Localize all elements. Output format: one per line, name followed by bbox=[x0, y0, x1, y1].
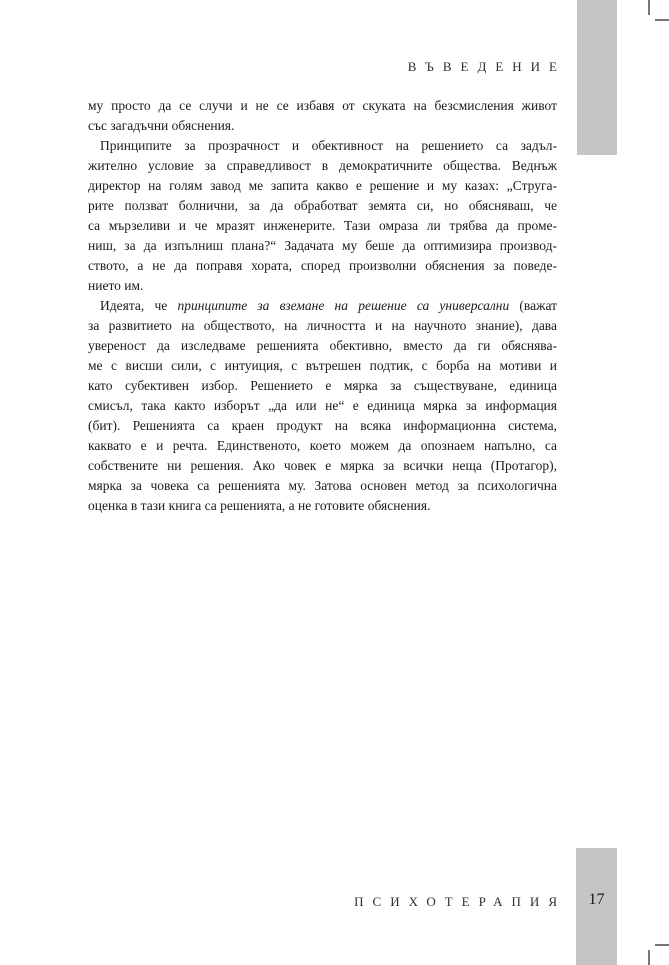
text-line: със загадъчни обяснения. bbox=[88, 118, 235, 133]
text-line: нието им. bbox=[88, 278, 144, 293]
text-line: като субективен избор. Решението е мярка за съществуване, единица bbox=[88, 378, 557, 393]
text-line: (бит). Решенията са краен продукт на всяка информационна система, bbox=[88, 418, 557, 433]
crop-mark-bottom-right-vertical bbox=[648, 950, 650, 965]
crop-mark-bottom-right-horizontal bbox=[655, 944, 669, 946]
text-line: каквато е и речта. Единственото, което можем да опознаем напълно, са bbox=[88, 438, 557, 453]
text-block bbox=[88, 96, 557, 516]
text-line: ството, а не да поправя хората, според произволни обяснения за поведе- bbox=[88, 258, 557, 273]
text-line: оценка в тази книга са решенията, а не готовите обяснения. bbox=[88, 498, 431, 513]
text-line: Принципите за прозрачност и обективност на решението са задъл- bbox=[100, 138, 557, 153]
text-line: мярка за човека са решенията му. Затова основен метод за психологична bbox=[88, 478, 557, 493]
running-header bbox=[88, 59, 566, 75]
text-line: рите ползват болнични, за да обработват земята си, но обясняваш, че bbox=[88, 198, 557, 213]
running-footer bbox=[88, 894, 566, 910]
page-number: 17 bbox=[588, 891, 605, 908]
text-line: собствените ни решения. Ако човек е мярка за всички неща (Протагор), bbox=[88, 458, 557, 473]
text-line: са мързеливи и че мразят инженерите. Тази омраза ли трябва да проме- bbox=[88, 218, 557, 233]
text-line: за развитието на обществото, на личността и на научното знание), дава bbox=[88, 318, 557, 333]
text-line: Идеята, че принципите за вземане на решение са универсални (важат bbox=[100, 298, 557, 313]
text-line: ме с висши сили, с интуиция, с вътрешен подтик, с борба на мотиви и bbox=[88, 358, 557, 373]
text-line: смисъл, така както изборът „да или не“ е единица мярка за информация bbox=[88, 398, 557, 413]
text-line: му просто да се случи и не се избавя от скуката на безсмисления живот bbox=[88, 98, 557, 113]
running-header-label: ВЪВЕДЕНИЕ bbox=[407, 59, 566, 74]
text-line: ниш, за да изпълниш плана?“ Задачата му беше да оптимизира производ- bbox=[88, 238, 557, 253]
running-footer-label: ПСИХОТЕРАПИЯ bbox=[354, 894, 566, 909]
crop-mark-top-right-vertical bbox=[648, 0, 650, 15]
text-line: директор на голям завод ме запита какво е решение и му казах: „Струга- bbox=[88, 178, 557, 193]
text-line: жително условие за справедливост в демократичните общества. Веднъж bbox=[88, 158, 557, 173]
crop-mark-top-right-horizontal bbox=[655, 19, 669, 21]
page-edge-bar-top bbox=[577, 0, 617, 155]
text-line: увереност да изследваме решенията обективно, вместо да ги обяснява- bbox=[88, 338, 557, 353]
